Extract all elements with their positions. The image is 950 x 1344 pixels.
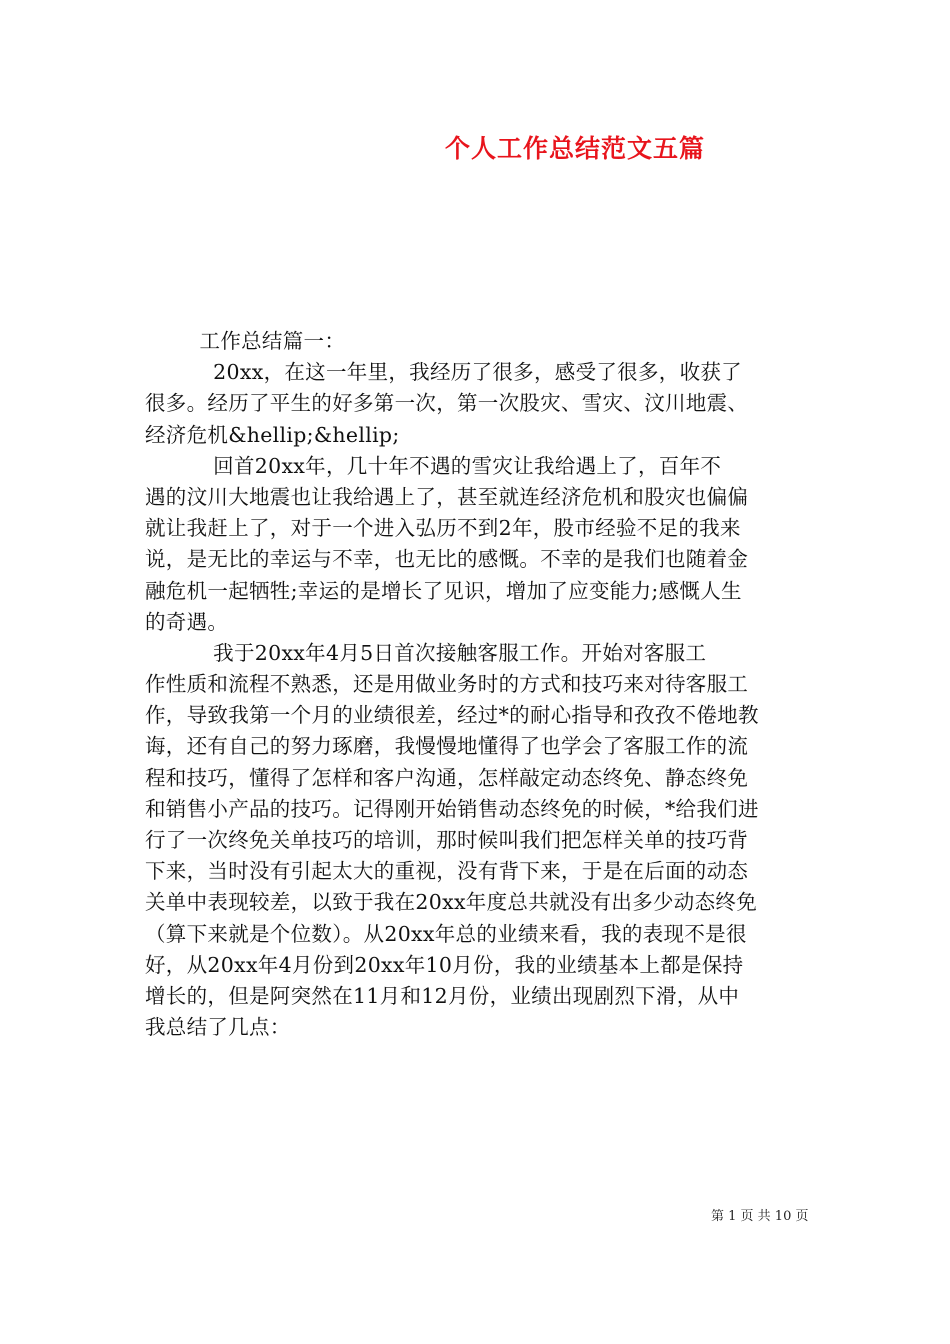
text-line: 关单中表现较差，以致于我在20xx年度总共就没有出多少动态终免 xyxy=(145,890,758,915)
text-line: 经济危机&hellip;&hellip; xyxy=(145,422,400,447)
text-line: 行了一次终免关单技巧的培训，那时候叫我们把怎样关单的技巧背 xyxy=(145,828,749,852)
page-title: 个人工作总结范文五篇 xyxy=(444,134,705,163)
text-line: 遇的汶川大地震也让我给遇上了，甚至就连经济危机和股灾也偏偏 xyxy=(145,484,749,509)
text-line: 说，是无比的幸运与不幸，也无比的感慨。不幸的是我们也随着金 xyxy=(145,547,749,572)
text-line: 程和技巧，懂得了怎样和客户沟通，怎样敲定动态终免、静态终免 xyxy=(145,765,749,790)
text-line: 诲，还有自己的努力琢磨，我慢慢地懂得了也学会了客服工作的流 xyxy=(145,734,749,759)
text-line: 就让我赶上了，对于一个进入弘历不到2年，股市经验不足的我来 xyxy=(145,516,741,541)
text-line: 增长的，但是阿突然在11月和12月份，业绩出现剧烈下滑，从中 xyxy=(145,983,740,1008)
text-line: 作，导致我第一个月的业绩很差，经过*的耐心指导和孜孜不倦地教 xyxy=(145,703,759,728)
document-body xyxy=(145,326,805,1043)
text-line: 我总结了几点： xyxy=(145,1015,291,1040)
text-line: 回首20xx年，几十年不遇的雪灾让我给遇上了，百年不 xyxy=(145,453,722,478)
text-line: 融危机一起牺牲;幸运的是增长了见识，增加了应变能力;感慨人生 xyxy=(145,578,742,603)
text-line: 20xx，在这一年里，我经历了很多，感受了很多，收获了 xyxy=(145,360,742,385)
text-line: 下来，当时没有引起太大的重视，没有背下来，于是在后面的动态 xyxy=(145,859,749,884)
text-line: 好，从20xx年4月份到20xx年10月份，我的业绩基本上都是保持 xyxy=(145,952,744,977)
text-line: （算下来就是个位数）。从20xx年总的业绩来看，我的表现不是很 xyxy=(145,921,747,946)
text-line: 和销售小产品的技巧。记得刚开始销售动态终免的时候，*给我们进 xyxy=(145,796,759,821)
text-line: 的奇遇。 xyxy=(145,609,229,634)
text-line: 作性质和流程不熟悉，还是用做业务时的方式和技巧来对待客服工 xyxy=(145,672,749,697)
text-line: 我于20xx年4月5日首次接触客服工作。开始对客服工 xyxy=(145,640,707,665)
text-line: 很多。经历了平生的好多第一次，第一次股灾、雪灾、汶川地震、 xyxy=(145,391,749,416)
page-number: 第 1 页 共 10 页 xyxy=(711,1209,809,1224)
text-line: 工作总结篇一： xyxy=(145,329,346,353)
